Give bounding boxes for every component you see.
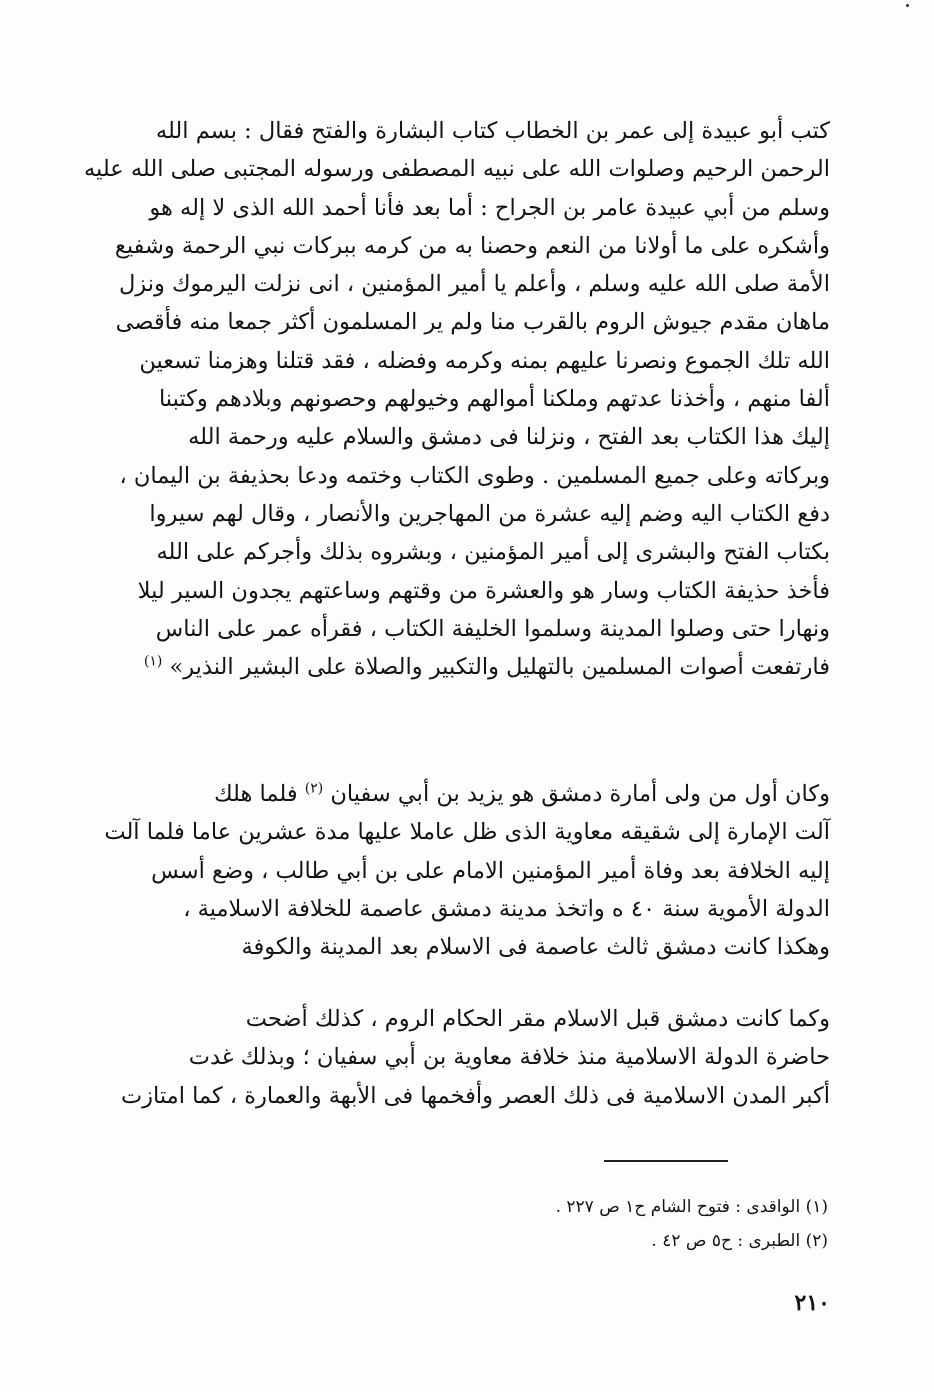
footnote-marker-1[interactable]: (١): [143, 653, 163, 670]
text-line: إليه الخلافة بعد وفاة أمير المؤمنين الامام على بن أبي طالب ، وضع أسس: [151, 857, 830, 884]
text-line: الدولة الأموية سنة ٤٠ ه واتخذ مدينة دمشق عاصمة للخلافة الاسلامية ،: [183, 895, 830, 922]
text-line: ماهان مقدم جيوش الروم بالقرب منا ولم ير المسلمون أكثر جمعا منه فأقصى: [115, 309, 830, 336]
page-number: ٢١٠: [794, 1290, 830, 1316]
footnote-2: (٢) الطبرى : ح٥ ص ٤٢ .: [651, 1231, 828, 1251]
text-line-with-note: [143, 648, 830, 686]
scan-mark: [906, 4, 909, 7]
text-line: الله تلك الجموع ونصرنا عليهم بمنه وكرمه وفضله ، فقد قتلنا وهزمنا تسعين: [139, 347, 830, 374]
text-line: بكتاب الفتح والبشرى إلى أمير المؤمنين ، وبشروه بذلك وأجركم على الله: [156, 539, 830, 566]
paragraph-2: [104, 775, 830, 966]
text-segment: فلما هلك: [214, 781, 298, 807]
text-line: ألفا منهم ، وأخذنا عدتهم وملكنا أموالهم وخيولهم وحصونهم وبلادهم وكتبنا: [158, 386, 830, 413]
text-line: كتب أبو عبيدة إلى عمر بن الخطاب كتاب البشارة والفتح فقال : بسم الله: [155, 118, 830, 144]
text-line: أكبر المدن الاسلامية فى ذلك العصر وأفخمها فى الأبهة والعمارة ، كما امتازت: [120, 1082, 830, 1109]
text-line: وسلم من أبي عبيدة عامر بن الجراح : أما بعد فأنا أحمد الله الذى لا إله هو: [149, 194, 830, 221]
footnote-marker-2[interactable]: (٢): [304, 780, 324, 797]
text-line: وكما كانت دمشق قبل الاسلام مقر الحكام الروم ، كذلك أضحت: [245, 1006, 830, 1032]
text-segment: فارتفعت أصوات المسلمين بالتهليل والتكبير والصلاة على البشير النذير»: [169, 654, 830, 681]
text-line: الرحمن الرحيم وصلوات الله على نبيه المصطفى ورسوله المجتبى صلى الله عليه: [83, 156, 830, 183]
paragraph-1: [83, 112, 830, 686]
text-line: دفع الكتاب اليه وضم إليه عشرة من المهاجرين والأنصار ، وقال لهم سيروا: [149, 500, 830, 527]
text-line: آلت الإمارة إلى شقيقه معاوية الذى ظل عاملا عليها مدة عشرين عاما فلما آلت: [104, 819, 830, 846]
text-line-with-note: [150, 775, 830, 813]
text-line: وبركاته وعلى جميع المسلمين . وطوى الكتاب وختمه ودعا بحذيفة بن اليمان ،: [119, 462, 830, 489]
footnote-divider: [604, 1160, 728, 1162]
footnotes: [300, 1190, 828, 1258]
footnote-1: (١) الواقدى : فتوح الشام ح١ ص ٢٢٧ .: [555, 1197, 828, 1217]
text-segment: وكان أول من ولى أمارة دمشق هو يزيد بن أبي سفيان: [330, 781, 830, 807]
paragraph-3: [120, 1000, 830, 1115]
text-line: إليك هذا الكتاب بعد الفتح ، ونزلنا فى دمشق والسلام عليه ورحمة الله: [188, 424, 830, 451]
text-line: وهكذا كانت دمشق ثالث عاصمة فى الاسلام بعد المدينة والكوفة: [241, 934, 830, 961]
text-line: ونهارا حتى وصلوا المدينة وسلموا الخليفة الكتاب ، فقرأه عمر على الناس: [155, 615, 830, 642]
text-line: حاضرة الدولة الاسلامية منذ خلافة معاوية بن أبي سفيان ؛ وبذلك غدت: [188, 1044, 830, 1071]
text-line: فأخذ حذيفة الكتاب وسار هو والعشرة من وقتهم وساعتهم يجدون السير ليلا: [137, 577, 830, 604]
text-line: الأمة صلى الله عليه وسلم ، وأعلم يا أمير المؤمنين ، انى نزلت اليرموك ونزل: [118, 271, 830, 298]
text-line: وأشكره على ما أولانا من النعم وحصنا به من كرمه ببركات نبي الرحمة وشفيع: [114, 232, 830, 259]
